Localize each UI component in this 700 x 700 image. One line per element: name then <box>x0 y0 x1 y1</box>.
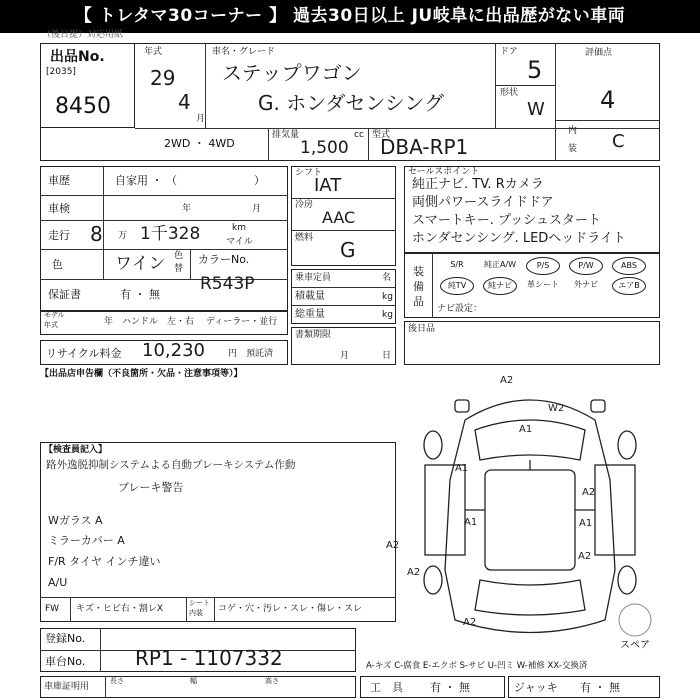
car-name-label: 車名・グレード <box>212 47 276 57</box>
equipment-option: P/W <box>569 257 603 275</box>
shift-label: シフト <box>295 168 323 178</box>
jack-options: 有 ・ 無 <box>580 681 620 694</box>
score-label: 評価点 <box>585 48 613 58</box>
equipment-option: P/S <box>526 257 560 275</box>
mileage-man-unit: 万 <box>118 231 128 241</box>
aircon-label: 冷房 <box>295 200 314 210</box>
damage-mark: A2 <box>578 551 592 562</box>
mileage-value: 1千328 <box>140 224 201 244</box>
damage-mark: W2 <box>548 403 565 414</box>
sales-line-1: 純正ナビ. TV. Rカメラ <box>412 177 544 192</box>
mileage-unit-km: km <box>232 223 246 233</box>
weight-unit: kg <box>382 310 393 320</box>
seller-notes-label: 【出品店申告欄（不良箇所・欠品・注意事項等）】 <box>40 369 243 379</box>
fuel-value: G <box>340 238 356 262</box>
banner-title: 【 トレタマ30コーナー 】 過去30日以上 JU岐阜に出品歴がない車両 <box>0 0 700 33</box>
cert-sub-3: 高さ <box>265 677 279 685</box>
recycle-unit: 円 <box>228 349 238 359</box>
year-month: 4 <box>178 90 191 114</box>
equipment-option: エアB <box>612 277 646 295</box>
car-damage-diagram <box>395 370 665 660</box>
jack-label: ジャッキ <box>514 681 558 694</box>
sales-line-2: 両側パワースライドドア <box>412 195 554 210</box>
seat-label-2: 内装 <box>189 609 203 617</box>
score-value: 4 <box>600 86 616 114</box>
displacement-value: 1,500 <box>300 138 349 158</box>
color-change-2: 替 <box>174 264 184 274</box>
color-no-label: カラーNo. <box>198 253 250 266</box>
cert-label: 車庫証明用 <box>44 682 90 692</box>
deadline-day: 日 <box>382 351 392 361</box>
mileage-label: 走行 <box>48 229 70 242</box>
recycle-value: 10,230 <box>142 340 205 361</box>
equipment-option: ABS <box>612 257 646 275</box>
shift-value: IAT <box>314 175 342 196</box>
inspector-label: 【検査員記入】 <box>44 445 108 455</box>
capacity-unit: 名 <box>382 273 392 283</box>
shape-value: W <box>527 99 545 120</box>
load-unit: kg <box>382 292 393 302</box>
displacement-label: 排気量 <box>272 130 300 140</box>
inspector-line-2: ブレーキ警告 <box>118 481 184 494</box>
displacement-unit: cc <box>354 130 364 140</box>
equipment-option: 革シート <box>527 280 559 289</box>
fw-label: FW <box>45 604 60 614</box>
reg-no-label: 登録No. <box>45 632 86 645</box>
model-year-year: 年 <box>104 317 114 327</box>
damage-mark: A2 <box>386 540 400 551</box>
color-change-1: 色 <box>174 251 184 261</box>
color-label: 色 <box>52 258 63 271</box>
tools-label: 工 具 <box>370 681 403 694</box>
recycle-label: リサイクル料金 <box>46 347 122 360</box>
capacity-label: 乗車定員 <box>295 273 332 283</box>
lot-label: 出品No. <box>50 49 105 65</box>
damage-mark: A2 <box>582 487 596 498</box>
model-year-dealer: ディーラー・並行 <box>206 317 278 327</box>
inspector-line-1: 路外逸脱抑制システムよる自動ブレーキシステム作動 <box>46 459 296 471</box>
cert-sub-1: 長さ <box>110 677 124 685</box>
interior-label-2: 装 <box>568 144 578 154</box>
header-partial: （後日提）対応用紙 <box>42 30 124 40</box>
history-options: 自家用 ・ （ ） <box>115 174 265 187</box>
car-model: ステップワゴン <box>222 61 362 85</box>
model-year-handle: ハンドル 左・右 <box>122 317 195 327</box>
warranty-options: 有 ・ 無 <box>120 288 160 301</box>
equip-label-2: 備 <box>413 280 424 293</box>
doors-label: ドア <box>500 47 518 57</box>
damage-mark: A2 <box>407 567 421 578</box>
color-no-value: R543P <box>200 274 255 294</box>
equipment-option: 外ナビ <box>574 280 598 289</box>
equipment-option: 純ナビ <box>483 277 517 295</box>
fw-text-2: コゲ・穴・汚レ・スレ・傷レ・スレ <box>218 604 363 614</box>
year-era: 29 <box>150 66 176 90</box>
model-code-label: 型式 <box>372 130 391 140</box>
chassis-value: RP1 - 1107332 <box>135 646 283 670</box>
damage-mark: A2 <box>463 617 477 628</box>
deadline-label: 書類期限 <box>295 330 332 340</box>
mileage-man: 8 <box>90 222 103 246</box>
inspector-line-3: Wガラス A <box>48 514 103 527</box>
year-label: 年式 <box>144 47 163 57</box>
inspection-label: 車検 <box>48 202 70 215</box>
spare-label: スペア <box>620 640 650 651</box>
mileage-unit-mile: マイル <box>226 237 253 247</box>
equip-label-3: 品 <box>413 295 424 308</box>
deadline-month: 月 <box>340 351 350 361</box>
cert-sub-2: 幅 <box>190 677 197 685</box>
fuel-label: 燃料 <box>295 233 314 243</box>
inspector-line-4: ミラーカバー A <box>48 534 125 547</box>
chassis-label: 車台No. <box>45 655 86 668</box>
damage-mark: A1 <box>464 517 478 528</box>
load-label: 積載量 <box>295 291 325 302</box>
recycle-note: 預託済 <box>246 349 274 359</box>
doors-value: 5 <box>527 56 543 84</box>
sales-line-3: スマートキー. プッシュスタート <box>412 213 601 228</box>
aircon-value: AAC <box>322 208 356 227</box>
interior-label-1: 内 <box>568 126 578 136</box>
navi-label: ナビ設定： <box>437 304 483 314</box>
inspector-line-5: F/R タイヤ インチ違い <box>48 555 161 568</box>
model-year-label-1: モデル <box>44 311 65 319</box>
interior-value: C <box>612 131 625 152</box>
equipment-option: S/R <box>450 260 464 269</box>
damage-mark: A1 <box>455 463 469 474</box>
inspector-line-6: A/U <box>48 576 68 589</box>
equip-label-1: 装 <box>413 265 424 278</box>
fw-text: キズ・ヒビ右・割レX <box>76 604 163 614</box>
damage-mark: A2 <box>500 375 514 386</box>
lot-code: [2035] <box>46 67 76 77</box>
history-label: 車歴 <box>48 174 70 187</box>
after-day-label: 後日品 <box>408 324 436 334</box>
color-value: ワイン <box>115 254 166 274</box>
equipment-option: 純TV <box>440 277 474 295</box>
lot-number: 8450 <box>55 94 111 119</box>
year-month-suffix: 月 <box>196 114 206 124</box>
sales-points-label: セールスポイント <box>408 167 480 177</box>
drive-options: 2WD ・ 4WD <box>164 137 235 150</box>
model-year-label-2: 年式 <box>44 321 58 329</box>
tools-options: 有 ・ 無 <box>430 681 470 694</box>
equipment-option: 純正A/W <box>483 260 517 269</box>
inspection-year: 年 <box>182 204 192 214</box>
legend: A-キズ C-腐食 E-エクボ S-サビ U-凹ミ W-補修 XX-交換済 <box>366 661 588 671</box>
weight-label: 総重量 <box>295 309 325 320</box>
after-day-block <box>404 321 660 365</box>
warranty-label: 保証書 <box>48 288 81 301</box>
sales-line-4: ホンダセンシング. LEDヘッドライト <box>412 231 626 246</box>
damage-mark: A1 <box>579 518 593 529</box>
model-code-value: DBA-RP1 <box>380 135 469 159</box>
inspection-month: 月 <box>252 204 262 214</box>
shape-label: 形状 <box>500 88 519 98</box>
car-grade: G. ホンダセンシング <box>258 91 445 115</box>
damage-mark: A1 <box>519 424 533 435</box>
seat-label-1: シート <box>189 599 210 607</box>
